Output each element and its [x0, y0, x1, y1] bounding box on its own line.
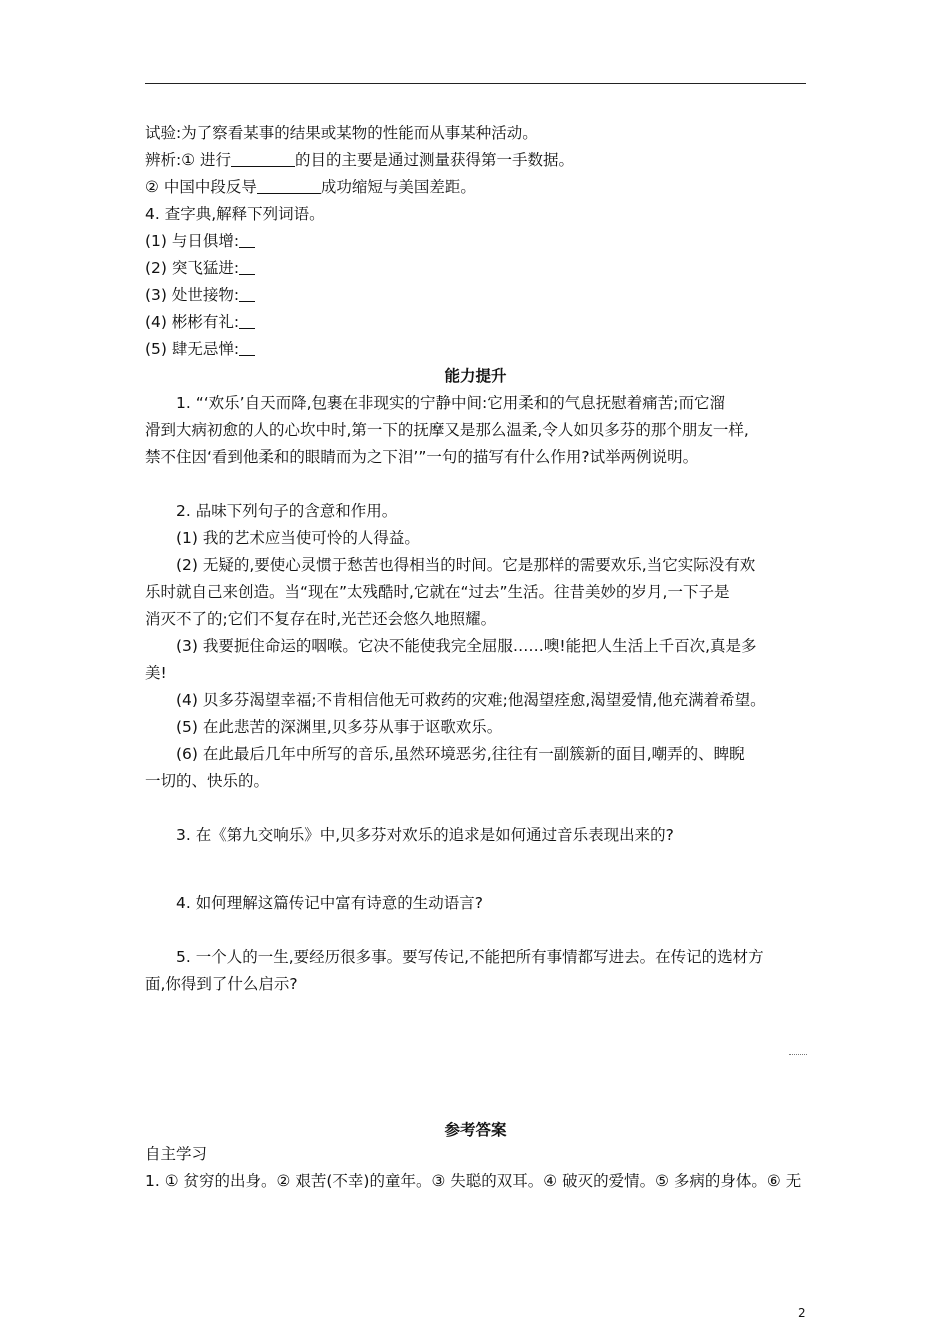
question-text: 禁不住因‘看到他柔和的眼睛而为之下泪’”一句的描写有什么作用?试举两例说明。 — [145, 448, 699, 466]
question-text: 滑到大病初愈的人的心坎中时,第一下的抚摩又是那么温柔,令人如贝多芬的那个朋友一样, — [145, 421, 749, 439]
question-text: 5. 一个人的一生,要经历很多事。要写传记,不能把所有事情都写进去。在传记的选材方 — [176, 948, 764, 966]
word-item — [145, 228, 817, 255]
page-body — [145, 120, 817, 998]
answer-space — [145, 471, 817, 498]
page-number: 2 — [798, 1306, 806, 1320]
question-text: 美! — [145, 664, 167, 682]
word-label: (1) 与日俱增: — [145, 232, 240, 250]
question-4: 4. 查字典,解释下列词语。 — [145, 205, 325, 223]
word-item — [145, 255, 817, 282]
fill-blank[interactable] — [239, 286, 255, 302]
analysis-line-1 — [145, 147, 817, 174]
question-text: (3) 我要扼住命运的咽喉。它决不能使我完全屈服……噢!能把人生活上千百次,真是多 — [176, 637, 757, 655]
header-rule — [145, 83, 806, 84]
text-span: 的目的主要是通过测量获得第一手数据。 — [295, 151, 575, 169]
word-label: (2) 突飞猛进: — [145, 259, 240, 277]
question-text: (2) 无疑的,要使心灵惯于愁苦也得相当的时间。它是那样的需要欢乐,当它实际没有欢 — [176, 556, 756, 574]
question-text: (4) 贝多芬渴望幸福;不肯相信他无可救药的灾难;他渴望痊愈,渴望爱情,他充满着希望。 — [176, 691, 766, 709]
fill-blank[interactable] — [239, 340, 255, 356]
answer-space — [145, 795, 817, 822]
question-text: 消灭不了的;它们不复存在时,光芒还会悠久地照耀。 — [145, 610, 497, 628]
word-item — [145, 282, 817, 309]
text-span: 成功缩短与美国差距。 — [320, 178, 476, 196]
fill-blank[interactable] — [257, 178, 321, 194]
fill-blank[interactable] — [239, 313, 255, 329]
dotted-mark — [789, 1054, 807, 1055]
text-span: ② 中国中段反导 — [145, 178, 257, 196]
fill-blank[interactable] — [239, 259, 255, 275]
question-text: 3. 在《第九交响乐》中,贝多芬对欢乐的追求是如何通过音乐表现出来的? — [176, 826, 674, 844]
question-text: 乐时就自己来创造。当“现在”太残酷时,它就在“过去”生活。往昔美妙的岁月,一下子是 — [145, 583, 730, 601]
fill-blank[interactable] — [231, 151, 295, 167]
question-text: (1) 我的艺术应当使可怜的人得益。 — [176, 529, 420, 547]
answer-line: 1. ① 贫穷的出身。② 艰苦(不幸)的童年。③ 失聪的双耳。④ 破灭的爱情。⑤ 多病的身体。⑥ 无 — [145, 1172, 802, 1190]
text-span: 辨析:① 进行 — [145, 151, 232, 169]
word-label: (3) 处世接物: — [145, 286, 240, 304]
question-text: 2. 品味下列句子的含意和作用。 — [176, 502, 398, 520]
question-text: 面,你得到了什么启示? — [145, 975, 298, 993]
question-text: (5) 在此悲苦的深渊里,贝多芬从事于讴歌欢乐。 — [176, 718, 503, 736]
question-text: 1. “‘欢乐’自天而降,包裹在非现实的宁静中间:它用柔和的气息抚慰着痛苦;而它溜 — [176, 394, 725, 412]
word-item — [145, 336, 817, 363]
answers-title: 参考答案 — [444, 1121, 507, 1139]
question-text: 一切的、快乐的。 — [145, 772, 270, 790]
answers-subtitle: 自主学习 — [145, 1145, 208, 1163]
answers-body — [145, 1141, 817, 1195]
fill-blank[interactable] — [239, 232, 255, 248]
answer-space — [145, 917, 817, 944]
question-text: 4. 如何理解这篇传记中富有诗意的生动语言? — [176, 894, 483, 912]
section-title: 能力提升 — [444, 367, 507, 385]
word-item — [145, 309, 817, 336]
word-label: (5) 肆无忌惮: — [145, 340, 240, 358]
analysis-line-2 — [145, 174, 817, 201]
answer-space — [145, 849, 817, 890]
question-text: (6) 在此最后几年中所写的音乐,虽然环境恶劣,往往有一副簇新的面目,嘲弄的、睥睨 — [176, 745, 745, 763]
text-line: 试验:为了察看某事的结果或某物的性能而从事某种活动。 — [145, 124, 538, 142]
word-label: (4) 彬彬有礼: — [145, 313, 240, 331]
